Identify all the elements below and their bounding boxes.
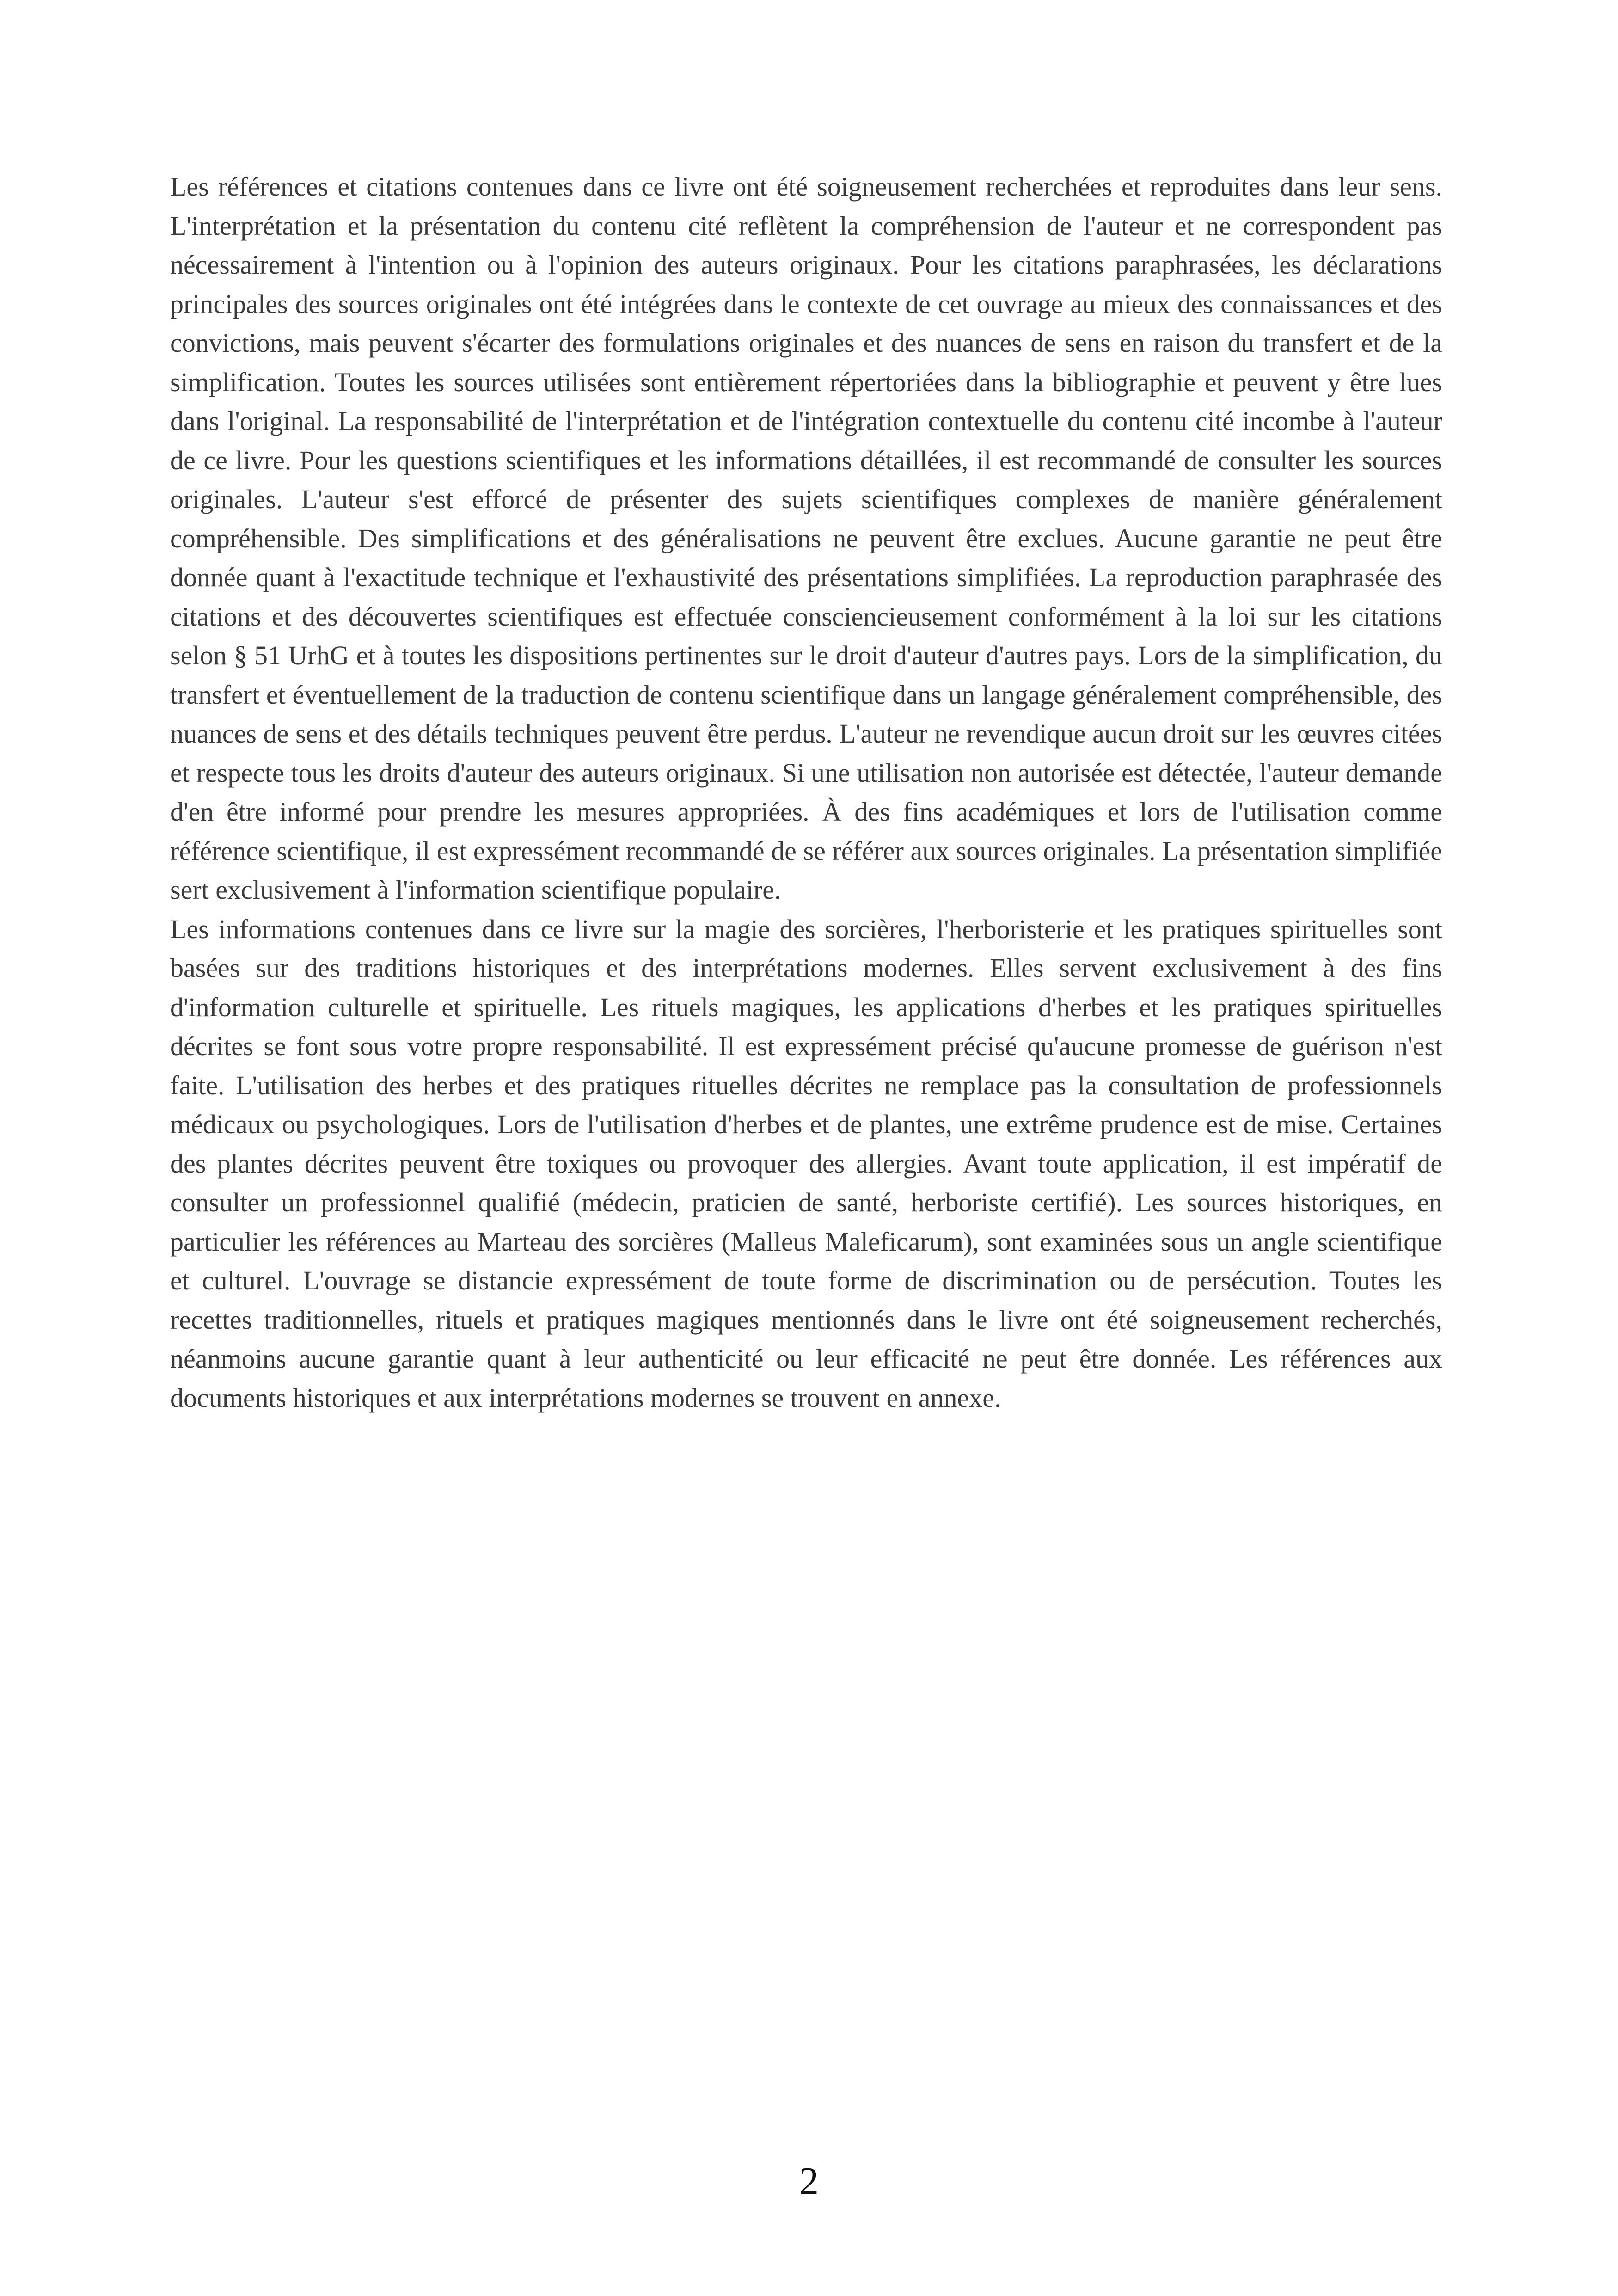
- page-number: 2: [799, 2160, 819, 2203]
- paragraph-disclaimer-citations: Les références et citations contenues dans ce livre ont été soigneusement recherchées et reproduites dans leur sens. L'interprétation et la présentation du contenu cité reflètent la compréhension de l'auteur et ne correspondent pas nécessairement à l'intention ou à l'opinion des auteurs originaux. Pour les citations paraphrasées, les déclarations principales des sources originales ont été intégrées dans le contexte de cet ouvrage au mieux des connaissances et des convictions, mais peuvent s'écarter des formulations originales et des nuances de sens en raison du transfert et de la simplification. Toutes les sources utilisées sont entièrement répertoriées dans la bibliographie et peuvent y être lues dans l'original. La responsabilité de l'interprétation et de l'intégration contextuelle du contenu cité incombe à l'auteur de ce livre. Pour les questions scientifiques et les informations détaillées, il est recommandé de consulter les sources originales. L'auteur s'est efforcé de présenter des sujets scientifiques complexes de manière généralement compréhensible. Des simplifications et des généralisations ne peuvent être exclues. Aucune garantie ne peut être donnée quant à l'exactitude technique et l'exhaustivité des présentations simplifiées. La reproduction paraphrasée des citations et des découvertes scientifiques est effectuée consciencieusement conformément à la loi sur les citations selon § 51 UrhG et à toutes les dispositions pertinentes sur le droit d'auteur d'autres pays. Lors de la simplification, du transfert et éventuellement de la traduction de contenu scientifique dans un langage généralement compréhensible, des nuances de sens et des détails techniques peuvent être perdus. L'auteur ne revendique aucun droit sur les œuvres citées et respecte tous les droits d'auteur des auteurs originaux. Si une utilisation non autorisée est détectée, l'auteur demande d'en être informé pour prendre les mesures appropriées. À des fins académiques et lors de l'utilisation comme référence scientifique, il est expressément recommandé de se référer aux sources originales. La présentation simplifiée sert exclusivement à l'information scientifique populaire.: [170, 172, 1442, 905]
- paragraph-disclaimer-witchcraft: Les informations contenues dans ce livre sur la magie des sorcières, l'herboristerie et les pratiques spirituelles sont basées sur des traditions historiques et des interprétations modernes. Elles servent exclusivement à des fins d'information culturelle et spirituelle. Les rituels magiques, les applications d'herbes et les pratiques spirituelles décrites se font sous votre propre responsabilité. Il est expressément précisé qu'aucune promesse de guérison n'est faite. L'utilisation des herbes et des pratiques rituelles décrites ne remplace pas la consultation de professionnels médicaux ou psychologiques. Lors de l'utilisation d'herbes et de plantes, une extrême prudence est de mise. Certaines des plantes décrites peuvent être toxiques ou provoquer des allergies. Avant toute application, il est impératif de consulter un professionnel qualifié (médecin, praticien de santé, herboriste certifié). Les sources historiques, en particulier les références au Marteau des sorcières (Malleus Maleficarum), sont examinées sous un angle scientifique et culturel. L'ouvrage se distancie expressément de toute forme de discrimination ou de persécution. Toutes les recettes traditionnelles, rituels et pratiques magiques mentionnés dans le livre ont été soigneusement recherchés, néanmoins aucune garantie quant à leur authenticité ou leur efficacité ne peut être donnée. Les références aux documents historiques et aux interprétations modernes se trouvent en annexe.: [170, 914, 1442, 1413]
- body-text: [170, 167, 1442, 1418]
